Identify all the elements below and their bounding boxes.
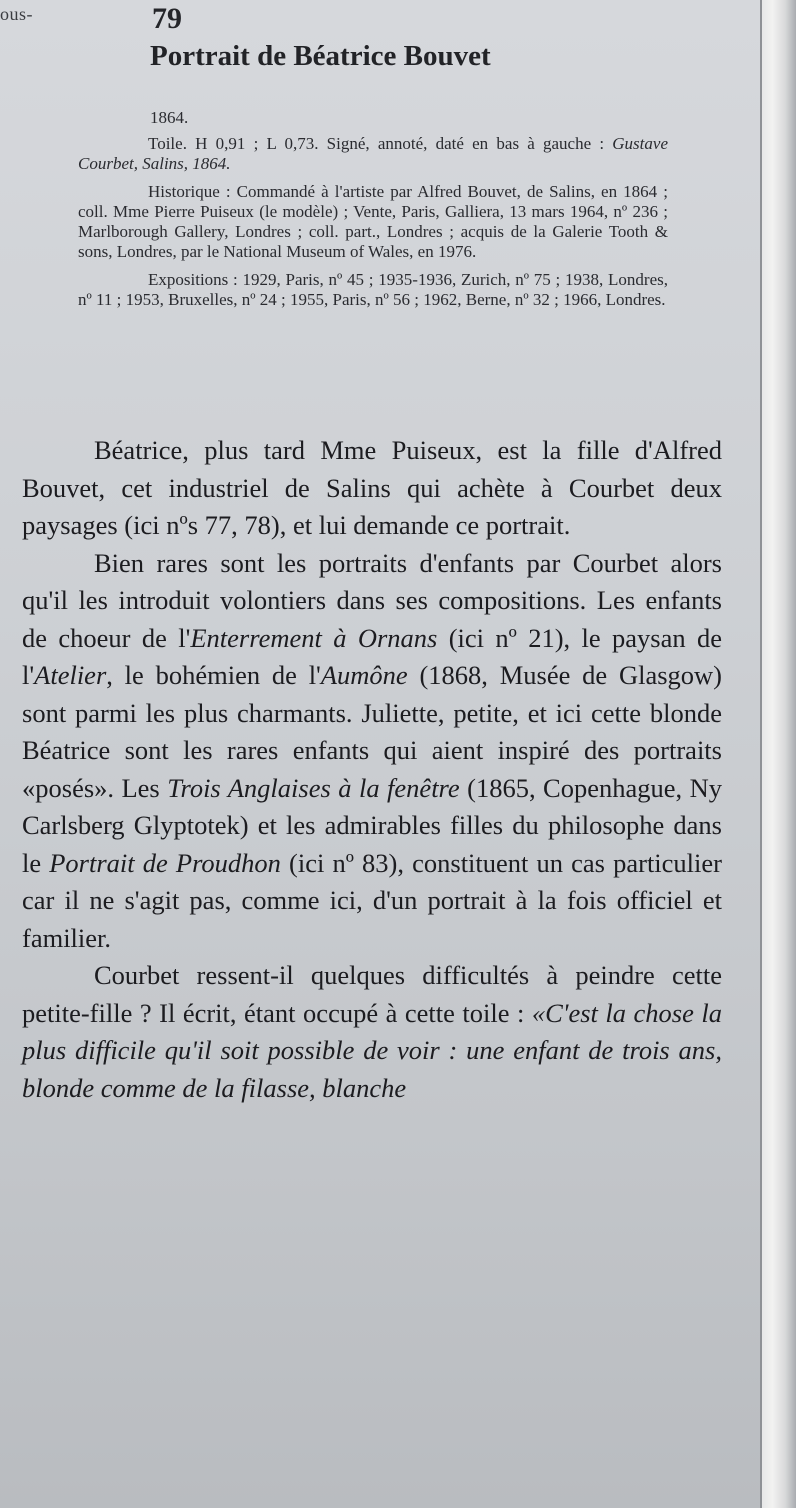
essay-paragraph-2 xyxy=(22,545,722,958)
catalogue-number: 79 xyxy=(152,2,182,35)
paragraph-2-text-b: (ici nº 21), le paysan de l' xyxy=(22,622,722,690)
artwork-title-trois-anglaises: Trois Anglaises à la fenêtre xyxy=(167,772,460,803)
courbet-quote: «C'est la chose la plus difficile qu'il soit possible de voir : une enfant de trois ans, blonde comme de la filasse, blanche xyxy=(22,997,722,1103)
page-gutter xyxy=(760,0,796,1508)
essay-text xyxy=(22,432,722,1107)
entry-date: 1864. xyxy=(150,108,189,127)
exhibition-list: Expositions : 1929, Paris, nº 45 ; 1935-1936, Zurich, nº 75 ; 1938, Londres, nº 11 ; 1953, Bruxelles, nº 24 ; 1955, Paris, nº 56 ; 1962, Berne, nº 32 ; 1966, Londres. xyxy=(78,270,668,309)
page-edge-shadow xyxy=(760,0,762,1508)
essay-paragraph-1: Béatrice, plus tard Mme Puiseux, est la fille d'Alfred Bouvet, cet industriel de Salins qui achète à Courbet deux paysages (ici nºs 77, 78), et lui demande ce portrait. xyxy=(22,435,722,540)
cropped-running-text: ous- xyxy=(0,4,33,24)
artwork-title-proudhon: Portrait de Proudhon xyxy=(49,847,281,878)
entry-title: Portrait de Béatrice Bouvet xyxy=(150,40,491,72)
paragraph-2-text-e: (1865, Copenhague, Ny Carlsberg Glyptotek) et les admirables filles du philosophe dans le xyxy=(22,772,722,878)
paragraph-3-text: Courbet ressent-il quelques difficultés à peindre cette petite-fille ? Il écrit, étant occupé à cette toile : xyxy=(22,960,722,1028)
paragraph-2-text-a: Bien rares sont les portraits d'enfants par Courbet alors qu'il les introduit volontiers dans ses compositions. Les enfants de choeur de l' xyxy=(22,547,722,653)
essay-paragraph-3 xyxy=(22,957,722,1107)
artwork-title-aumone: Aumône xyxy=(320,660,408,690)
catalogue-notes xyxy=(78,108,668,318)
canvas-description xyxy=(78,134,668,174)
canvas-signature: Gustave Courbet, Salins, 1864. xyxy=(78,134,668,173)
paragraph-2-text-c: , le bohémien de l' xyxy=(106,660,321,690)
canvas-dimensions: Toile. H 0,91 ; L 0,73. Signé, annoté, daté en bas à gauche : xyxy=(148,134,613,153)
artwork-title-atelier: Atelier xyxy=(34,660,107,690)
provenance-history: Historique : Commandé à l'artiste par Alfred Bouvet, de Salins, en 1864 ; coll. Mme Pierre Puiseux (le modèle) ; Vente, Paris, Galliera, 13 mars 1964, nº 236 ; Marlborough Gallery, Londres ; coll. part., Londres ; acquis de la Galerie Tooth & sons, Londres, par le National Museum of Wales, en 1976. xyxy=(78,182,668,261)
paragraph-2-text-d: (1868, Musée de Glasgow) sont parmi les plus charmants. Juliette, petite, et ici cette blonde Béatrice sont les rares enfants qui aient inspiré des portraits «posés». Les xyxy=(22,660,722,803)
artwork-title-enterrement: Enterrement à Ornans xyxy=(190,622,438,653)
paragraph-2-text-f: (ici nº 83), constituent un cas particulier car il ne s'agit pas, comme ici, d'un portrait à la fois officiel et familier. xyxy=(22,847,722,953)
